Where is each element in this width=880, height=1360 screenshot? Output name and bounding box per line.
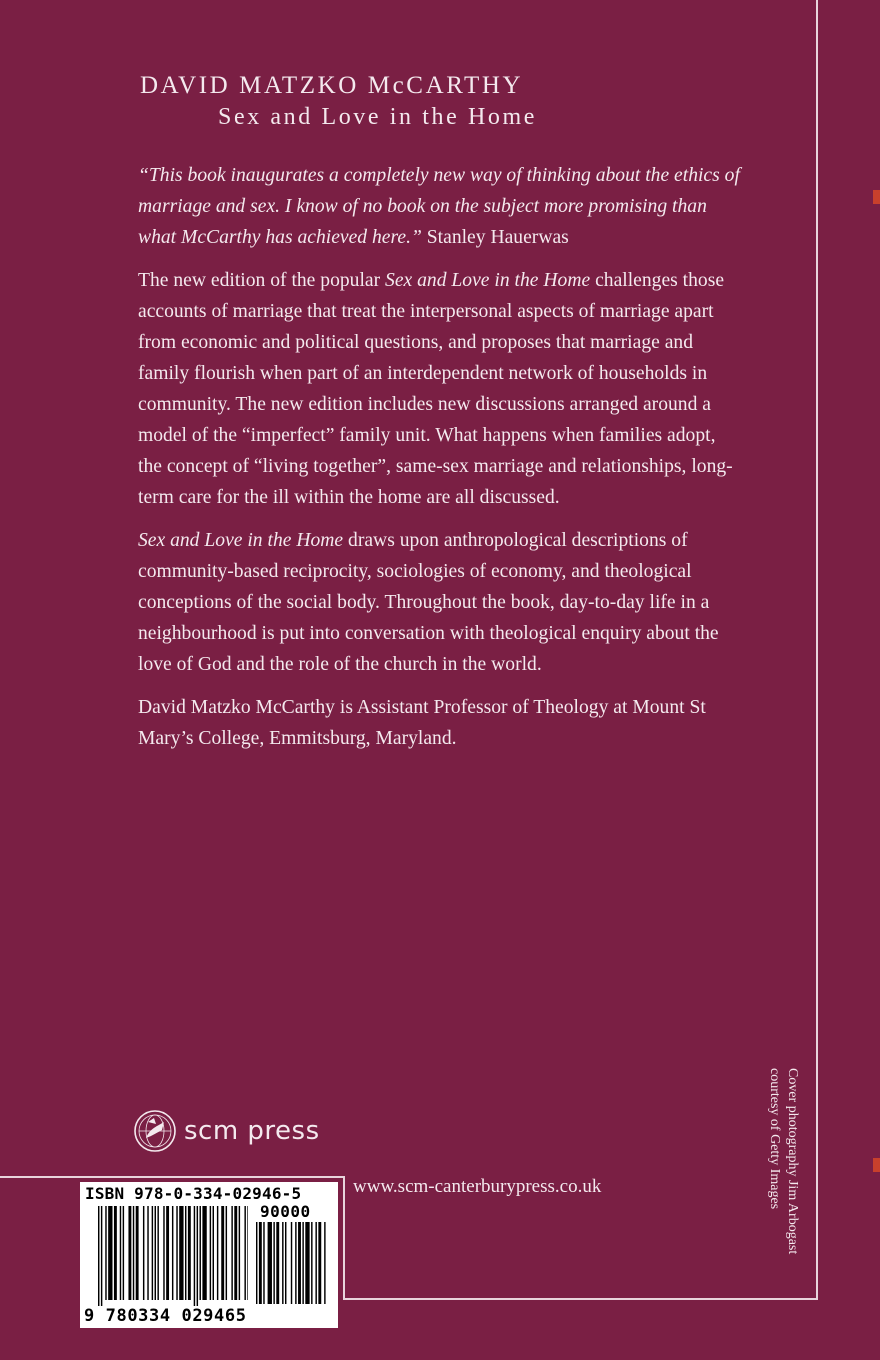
- blurb-body: [138, 160, 740, 766]
- barcode-bar: [136, 1206, 139, 1300]
- endorsement-quote: [138, 160, 740, 253]
- barcode-bar: [318, 1222, 321, 1304]
- publisher-logo: [132, 1108, 320, 1154]
- barcode-frame-side: [343, 1176, 345, 1300]
- paragraph-1-lead: The new edition of the popular: [138, 270, 386, 291]
- barcode-bar: [98, 1206, 99, 1306]
- bottom-frame-line: [344, 1298, 818, 1300]
- barcode-bar: [120, 1206, 121, 1300]
- barcode-bar: [247, 1206, 248, 1300]
- barcode-bar: [231, 1206, 232, 1300]
- barcode-bar: [176, 1206, 177, 1300]
- barcode-bar: [221, 1206, 224, 1300]
- publisher-url: www.scm-canterburypress.co.uk: [353, 1176, 602, 1197]
- barcode-bar: [114, 1206, 117, 1300]
- barcode-bar: [226, 1206, 227, 1300]
- barcode-panel: [80, 1182, 338, 1328]
- barcode-bar: [305, 1222, 309, 1304]
- barcode-bar: [268, 1222, 272, 1304]
- barcode-bar: [147, 1206, 148, 1300]
- barcode-bar: [194, 1206, 195, 1306]
- barcode-bar: [276, 1222, 279, 1304]
- barcode-bar: [108, 1206, 112, 1300]
- barcode-bar: [298, 1222, 301, 1304]
- barcode-bar: [152, 1206, 153, 1300]
- barcode-bar: [213, 1206, 214, 1300]
- barcode-bar: [143, 1206, 144, 1300]
- paragraph-1-text: challenges those accounts of marriage that treat the interpersonal aspects of marriage apart from economic and political questions, and proposes that marriage and family flourish when part of an interdependent network of households in community. The new edition includes new discussions arranged around a model of the “imperfect” family unit. What happens when families adopt, the concept of “living together”, same-sex marriage and relationships, long-term care for the ill within the home are all discussed.: [138, 270, 733, 508]
- barcode-bar: [234, 1206, 237, 1300]
- barcode-bar: [179, 1206, 183, 1300]
- edge-mark-bottom: [873, 1158, 880, 1172]
- addon-barcode: [256, 1222, 332, 1306]
- quote-attribution: Stanley Hauerwas: [426, 227, 569, 248]
- barcode-bar: [273, 1222, 274, 1304]
- barcode-bar: [185, 1206, 186, 1300]
- barcode-bar: [256, 1222, 257, 1304]
- globe-emblem-icon: [132, 1108, 178, 1154]
- barcode-bar: [295, 1222, 296, 1304]
- price-code: 90000: [260, 1202, 311, 1221]
- paragraph-2-title: Sex and Love in the Home: [138, 530, 344, 551]
- barcode-bar: [101, 1206, 102, 1306]
- isbn-text: ISBN 978-0-334-02946-5: [85, 1184, 302, 1203]
- right-frame-line: [816, 0, 818, 1300]
- barcode-bar: [285, 1222, 286, 1304]
- credit-line-1: Cover photography Jim Arbogast: [785, 1068, 800, 1255]
- paragraph-1-title: Sex and Love in the Home: [385, 270, 591, 291]
- quote-text: “This book inaugurates a completely new way of thinking about the ethics of marriage and sex. I know of no book on the subject more promising than what McCarthy has achieved here.”: [138, 165, 740, 248]
- description-paragraph-1: [138, 265, 740, 513]
- barcode-bar: [217, 1206, 218, 1300]
- barcode-bar: [200, 1206, 201, 1300]
- barcode-bar: [123, 1206, 124, 1300]
- book-title: Sex and Love in the Home: [218, 104, 538, 130]
- author-name: DAVID MATZKO McCARTHY: [140, 72, 524, 99]
- barcode-bar: [155, 1206, 156, 1300]
- ean-barcode: [98, 1206, 248, 1306]
- ean-digits: 9 780334 029465: [84, 1306, 247, 1326]
- barcode-bar: [163, 1206, 164, 1300]
- description-paragraph-2: [138, 525, 740, 680]
- barcode-bar: [157, 1206, 158, 1300]
- publisher-name: scm press: [184, 1116, 320, 1146]
- barcode-bar: [259, 1222, 262, 1304]
- barcode-bar: [128, 1206, 131, 1300]
- barcode-bar: [282, 1222, 283, 1304]
- barcode-bar: [263, 1222, 264, 1304]
- barcode-bar: [105, 1206, 106, 1300]
- barcode-bar: [239, 1206, 240, 1300]
- barcode-bar: [302, 1222, 303, 1304]
- barcode-frame-top: [0, 1176, 344, 1178]
- edge-mark-top: [873, 190, 880, 204]
- barcode-bar: [291, 1222, 292, 1304]
- photo-credit: [765, 1068, 801, 1298]
- barcode-bar: [210, 1206, 211, 1300]
- barcode-bar: [324, 1222, 325, 1304]
- credit-line-2: courtesy of Getty Images: [767, 1068, 782, 1210]
- barcode-bar: [244, 1206, 245, 1300]
- barcode-bar: [202, 1206, 206, 1300]
- barcode-bar: [315, 1222, 316, 1304]
- barcode-bar: [311, 1222, 312, 1304]
- barcode-bar: [197, 1206, 198, 1306]
- barcode-bar: [188, 1206, 191, 1300]
- paragraph-2-text: draws upon anthropological descriptions of community-based reciprocity, sociologies of economy, and theological conceptions of the social body. Throughout the book, day-to-day life in a neighbourhood is put into conversation with theological enquiry about the love of God and the role of the church in the world.: [138, 530, 719, 675]
- barcode-bar: [166, 1206, 169, 1300]
- barcode-bar: [133, 1206, 134, 1300]
- barcode-bar: [172, 1206, 173, 1300]
- author-bio: David Matzko McCarthy is Assistant Professor of Theology at Mount St Mary’s College, Emmitsburg, Maryland.: [138, 697, 706, 749]
